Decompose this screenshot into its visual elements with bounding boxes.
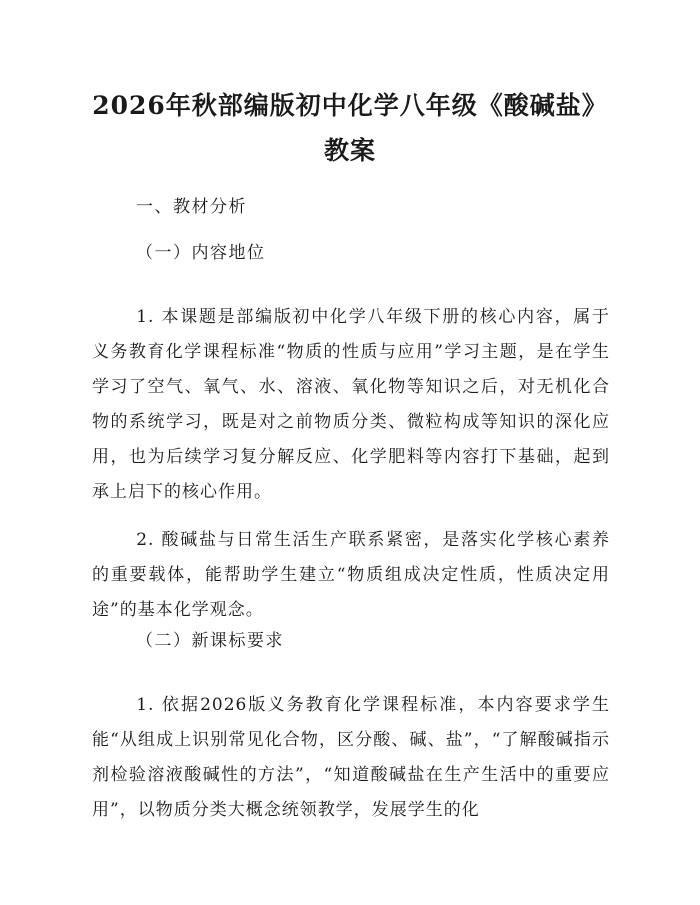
subsection-heading-content-position: （一）内容地位	[136, 243, 266, 263]
paragraph: 1. 本课题是部编版初中化学八年级下册的核心内容，属于义务教育化学课程标准“物质的性质与应用”学习主题，是在学生学习了空气、氧气、水、溶液、氧化物等知识之后，对无机化合物的系统学习，既是对之前物质分类、微粒构成等知识的深化应用，也为后续学习复分解反应、化学肥料等内容打下基础，起到承上启下的核心作用。	[92, 307, 610, 502]
document-title-line2: 教案	[323, 136, 376, 165]
section-heading-textbook-analysis: 一、教材分析	[136, 197, 247, 217]
document-title: 2026年秋部编版初中化学八年级《酸碱盐》	[92, 91, 608, 120]
paragraph: 2. 酸碱盐与日常生活生产联系紧密，是落实化学核心素养的重要载体，能帮助学生建立“物质组成决定性质，性质决定用途”的基本化学观念。	[92, 530, 610, 620]
subsection-heading-new-standard: （二）新课标要求	[136, 631, 284, 651]
paragraph: 1. 依据2026版义务教育化学课程标准，本内容要求学生能“从组成上识别常见化合物，区分酸、碱、盐”，“了解酸碱指示剂检验溶液酸碱性的方法”，“知道酸碱盐在生产生活中的重要应用”，以物质分类大概念统领教学，发展学生的化	[92, 695, 610, 820]
